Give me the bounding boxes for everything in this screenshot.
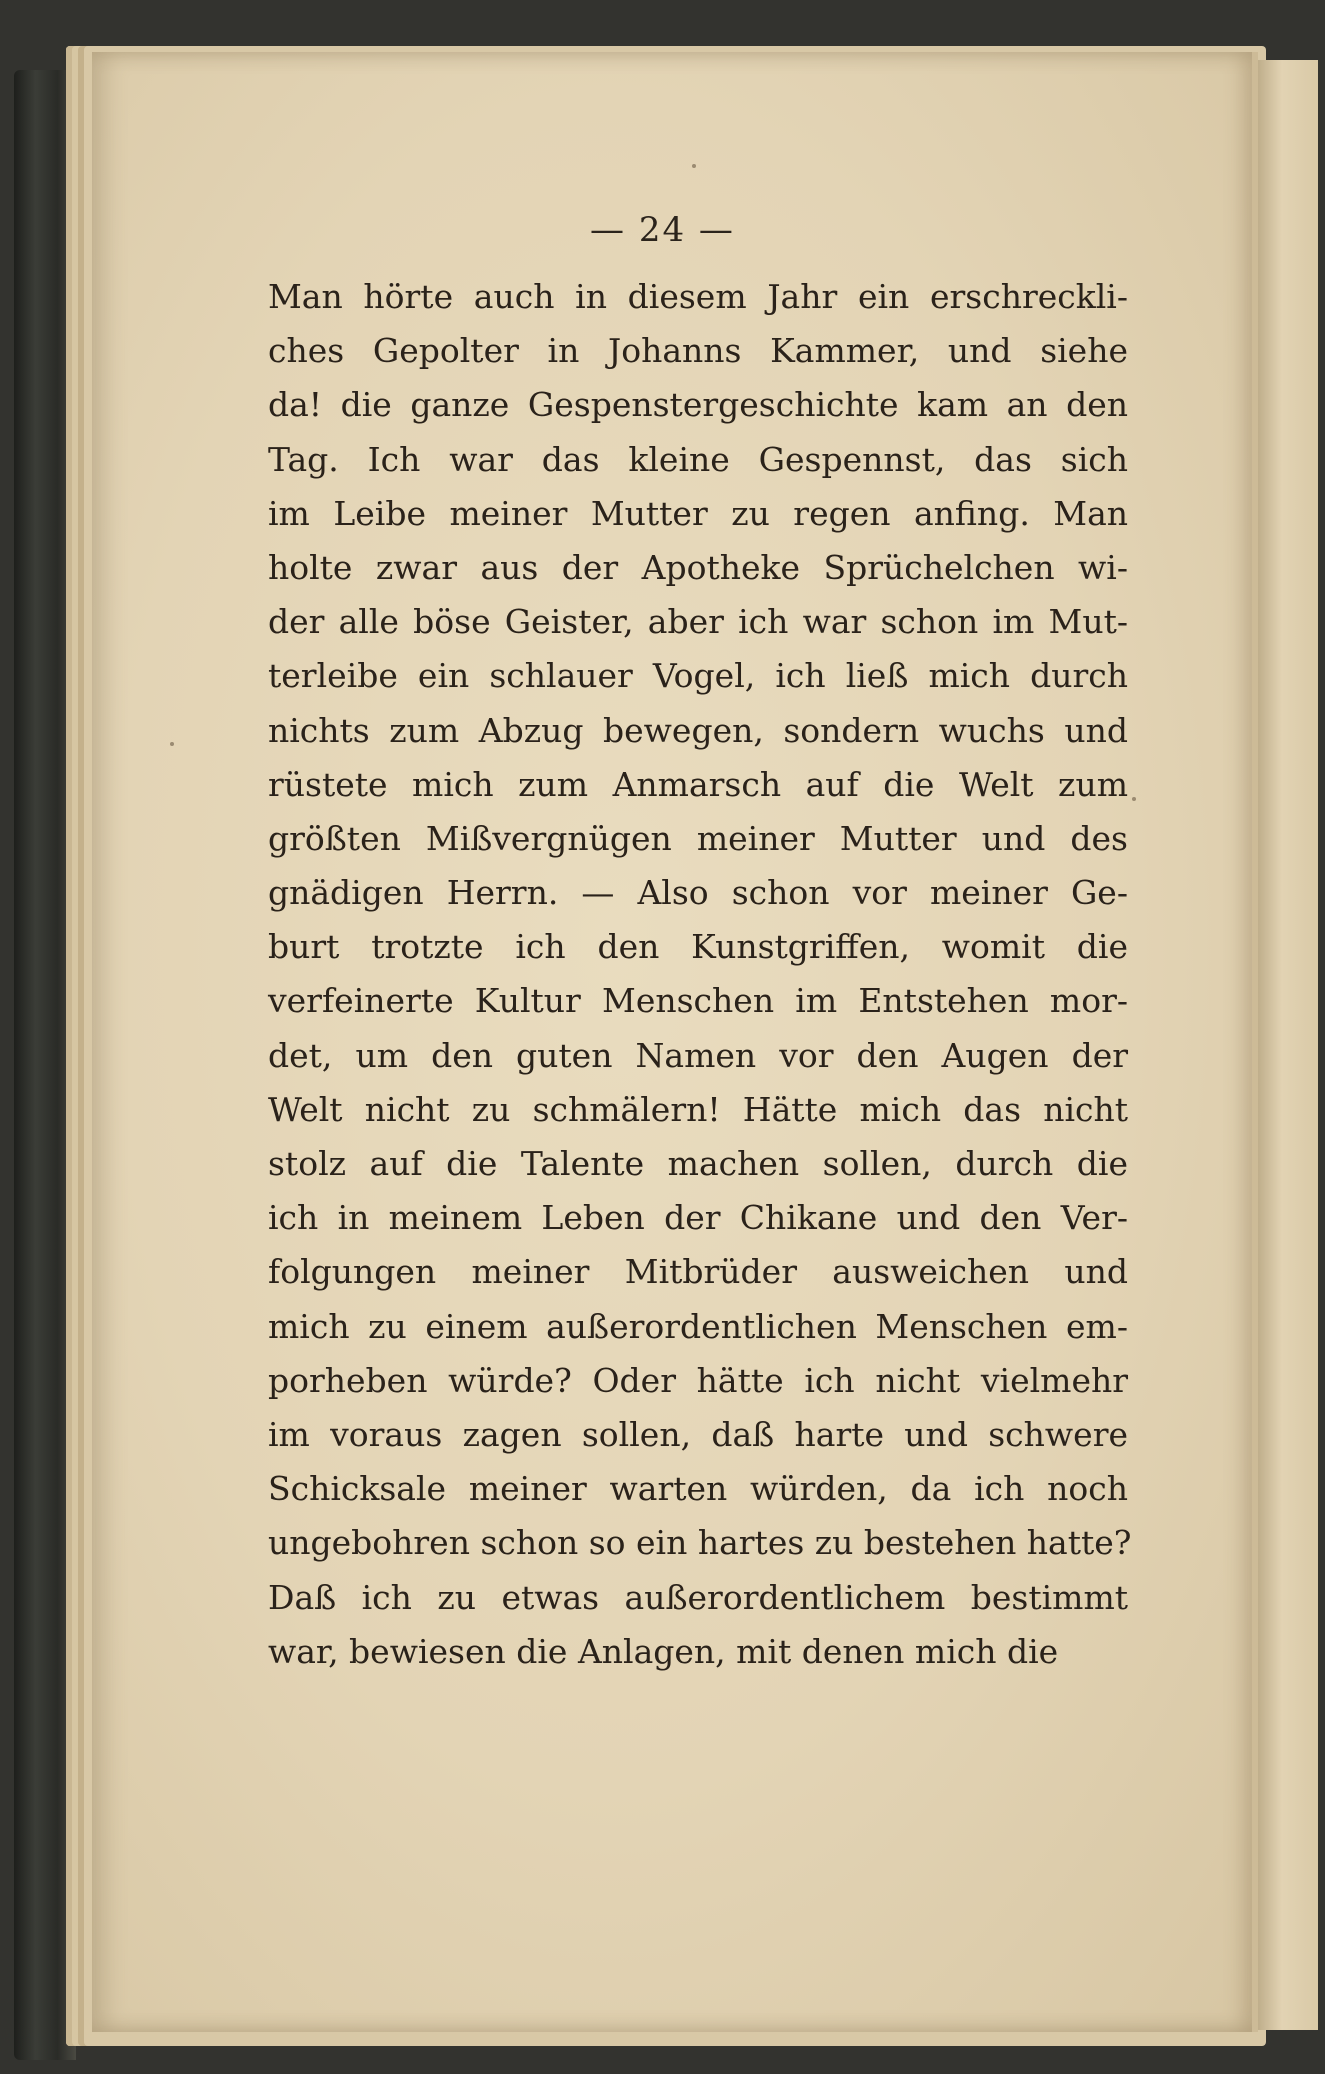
text-line: ich in meinem Leben der Chikane und den Ver-: [268, 1198, 1128, 1238]
text-line: Welt nicht zu schmälern! Hätte mich das nicht: [268, 1089, 1128, 1129]
text-line: Man hörte auch in diesem Jahr ein erschreckli-: [268, 277, 1128, 316]
text-line: burt trotzte ich den Kunstgriffen, womit die: [268, 927, 1128, 967]
text-line: folgungen meiner Mitbrüder ausweichen und: [268, 1252, 1128, 1292]
paper-speck: [170, 742, 174, 746]
text-line: ches Gepolter in Johanns Kammer, und siehe: [268, 331, 1128, 371]
text-line: im Leibe meiner Mutter zu regen anfing. Man: [268, 493, 1128, 533]
next-page-edge: [1258, 60, 1318, 2030]
text-line: stolz auf die Talente machen sollen, durch die: [268, 1144, 1128, 1183]
text-line: gnädigen Herrn. — Also schon vor meiner Ge-: [268, 873, 1128, 913]
text-line: porheben würde? Oder hätte ich nicht vielmehr: [268, 1360, 1128, 1400]
text-line: Daß ich zu etwas außerordentlichem bestimmt: [268, 1577, 1128, 1617]
body-text: [268, 270, 1132, 1679]
text-line: terleibe ein schlauer Vogel, ich ließ mich durch: [268, 656, 1128, 696]
text-line: größten Mißvergnügen meiner Mutter und des: [268, 818, 1128, 858]
text-line: war, bewiesen die Anlagen, mit denen mich die: [268, 1631, 1059, 1671]
text-line: da! die ganze Gespenstergeschichte kam an den: [268, 385, 1128, 425]
paper-speck: [1132, 797, 1136, 801]
text-line: Schicksale meiner warten würden, da ich noch: [268, 1469, 1128, 1509]
text-line: im voraus zagen sollen, daß harte und schwere: [268, 1414, 1128, 1454]
text-line: det, um den guten Namen vor den Augen der: [268, 1035, 1128, 1075]
text-line: nichts zum Abzug bewegen, sondern wuchs und: [268, 710, 1128, 750]
text-line: verfeinerte Kultur Menschen im Entstehen mor-: [268, 981, 1128, 1021]
text-line: holte zwar aus der Apotheke Sprüchelchen wi-: [268, 547, 1128, 587]
text-line: der alle böse Geister, aber ich war schon im Mut-: [268, 602, 1128, 642]
page-number: — 24 —: [590, 210, 735, 250]
text-line: mich zu einem außerordentlichen Menschen em-: [268, 1306, 1128, 1346]
text-line: rüstete mich zum Anmarsch auf die Welt zum: [268, 764, 1128, 804]
text-line: ungebohren schon so ein hartes zu bestehen hatte?: [268, 1523, 1132, 1563]
paper-speck: [692, 164, 696, 168]
text-line: Tag. Ich war das kleine Gespennst, das sich: [268, 439, 1128, 479]
